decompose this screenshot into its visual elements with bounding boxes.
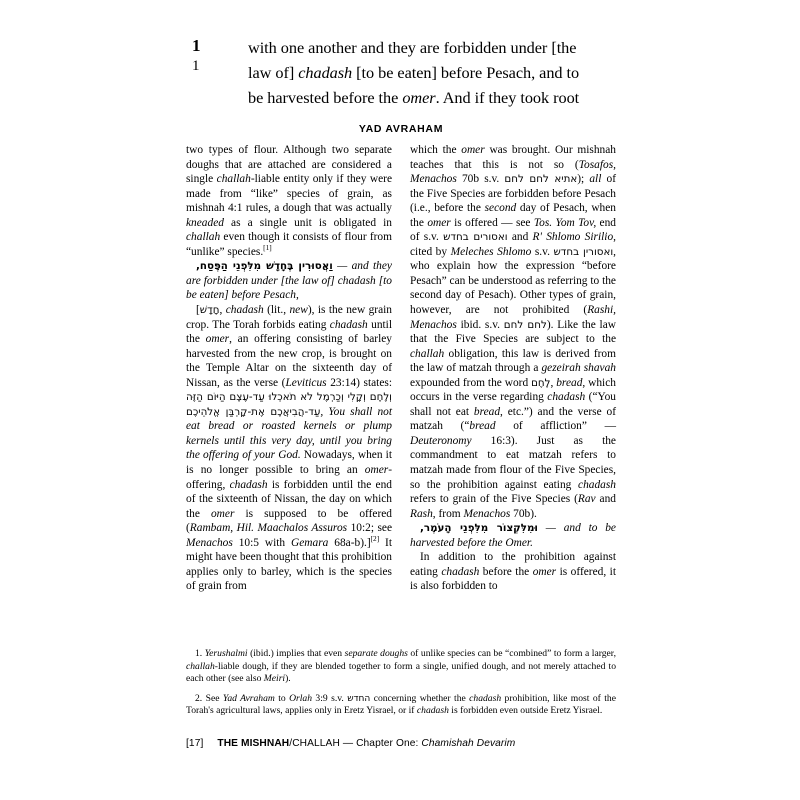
footnote-marker-2: [2] [370,533,380,543]
right-hebrew-3: ואסורין בחדש [553,245,614,258]
footer-page-number: [17] [186,738,204,749]
footer-dash: — [342,738,354,749]
chapter-number: 1 [192,36,201,55]
mishnah-block [186,36,616,110]
footnote-1-number: 1. [195,648,203,659]
footnote-2-number: 2. [195,692,203,704]
left-paragraph-2: [חָדָשׁ, chadash (lit., new), is the new grain crop. The Torah forbids eating chadash until the omer, an offering consisting of barley harvested from the new crop, is brought on the Temple Altar on the sixteenth day of Nissan, as the verse (Leviticus 23:14) states: וְלֶחֶם וְקָלִי וְכַרְמֶל לֹא תֹאכְלוּ עַד-עֶצֶם הַיּוֹם הַזֶּה עַד-הֲבִיאֲכֶם אֶת-קָרְבַּן אֱלֹהֵיכֶם, You shall not eat bread or roasted kernels or plump kernels until this very day, until you bring the offering of your God. Nowadays, when it is no longer possible to bring an omer-offering, chadash is forbidden until the end of the sixteenth of Nissan, the day on which the omer is supposed to be offered (Rambam, Hil. Maachalos Assuros 10:2; see Menachos 10:5 with Gemara 68a-b).][2] It might have been thought that this prohibition applies only to barley, which is the species of grain from [186,304,393,593]
left-hebrew-chadash: חָדָשׁ [199,304,220,317]
mishnah-text [248,36,616,110]
right-hebrew-4: לחם לחם [503,318,547,331]
footer-chapter-name: Chamishah Devarim [421,738,516,749]
commentary-columns [186,143,616,639]
left-verse-translation: , You shall not eat bread or roasted kernels or plump kernels until this very day, until you bring the offering of your God. [186,405,392,462]
footnotes [186,648,616,718]
right-hebrew-1: אתיא לחם לחם [504,173,578,186]
footnote-marker-1: [1] [263,243,272,253]
right-hebrew-2: ואסורים בחדש [443,231,508,244]
left-lemma-2-hebrew: וַאֲסוּרִין בֶּחָדָשׁ מִלִּפְנֵי הַפֶּסַח, [196,260,333,273]
footer-slash: / [289,738,293,749]
right-lemma-2-hebrew: וּמִלִּקְצוֹר מִלִּפְנֵי הָעֹמֶר, [420,522,538,535]
left-lemma-2-translation: — and they are forbidden under [the law of] chadash [to be eaten] before Pesach, [186,260,392,302]
mishnah-number: 1 [192,58,200,74]
footer-chapter-label: Chapter One: [356,738,419,749]
right-lemma-2-translation: — and to be harvested before the Omer. [410,522,616,549]
left-paragraph-1: two types of flour. Although two separate doughs that are attached are considered a single challah-liable entity only if they were made from “like” species of grain, as mishnah 4:1 rules, a dough that was actually kneaded as a single unit is obligated in challah even though it consists of flour from “unlike” species.[1] [186,144,392,258]
footer-book-title: THE MISHNAH [217,738,290,749]
footnote-1: 1. Yerushalmi (ibid.) implies that even separate doughs of unlike species can be “combined” to form a larger, challah-liable dough, if they are blended together to form a single, unified dough, and not merely attached to each other (see also Meiri). [186,648,616,685]
right-hebrew-5: לֶחֶם [531,376,551,389]
mishnah-line-2: law of] chadash [to be eaten] before Pesach, and to [248,62,580,82]
mishnah-italic-chadash: chadash [298,62,353,82]
mishnah-italic-omer: omer [402,87,436,107]
left-verse-hebrew: וְלֶחֶם וְקָלִי וְכַרְמֶל לֹא תֹאכְלוּ עַד-עֶצֶם הַיּוֹם הַזֶּה עַד-הֲבִיאֲכֶם אֶת-קָרְבַּן אֱלֹהֵיכֶם [186,391,392,418]
commentary-left-column [186,143,392,639]
footnote-2: 2. See Yad Avraham to Orlah 3:9 s.v. החדש concerning whether the chadash prohibition, like most of the Torah's agricultural laws, applies only in Eretz Yisrael, or if chadash is forbidden even outside Eretz Yisrael. [186,692,616,717]
footnote-2-hebrew: החדש [347,693,371,704]
commentary-right-column [410,143,616,639]
mishnah-line-3: be harvested before the omer. And if they took root [248,87,580,107]
chapter-mishnah-numbers [186,36,248,76]
mishnah-line-1: with one another and they are forbidden under [the [248,38,577,57]
footer-tractate: CHALLAH [292,738,340,749]
commentary-title: YAD AVRAHAM [358,123,444,135]
right-paragraph-1: which the omer was brought. Our mishnah teaches that this is not so (Tosafos, Menachos 70b s.v. אתיא לחם לחם); all of the Five Species are forbidden before Pesach (i.e., before the second day of Pesach, when the omer is offered — see Tos. Yom Tov, end of s.v. ואסורים בחדש and R' Shlomo Sirilio, cited by Meleches Shlomo s.v. ואסורין בחדש, who explain how the expression “before Pesach” can be understood as referring to the second day of Pesach). Other types of grain, however, are not prohibited (Rashi, Menachos ibid. s.v. לחם לחם). Like the law that the Five Species are subject to the challah obligation, this law is derived from the law of matzah through a gezeirah shavah expounded from the word לֶחֶם, bread, which occurs in the verse regarding chadash (“You shall not eat bread, etc.”) and the verse of matzah (“bread of affliction” — Deuteronomy 16:3). Just as the commandment to eat matzah refers to matzah made from flour of the Five Species, so the prohibition against eating chadash refers to grain of the Five Species (Rav and Rash, from Menachos 70b). [410,144,617,520]
left-lemma-2 [186,259,392,303]
page-footer [186,738,616,749]
right-lemma-2 [410,521,616,550]
right-paragraph-2: In addition to the prohibition against eating chadash before the omer is offered, it is also forbidden to [410,551,616,593]
